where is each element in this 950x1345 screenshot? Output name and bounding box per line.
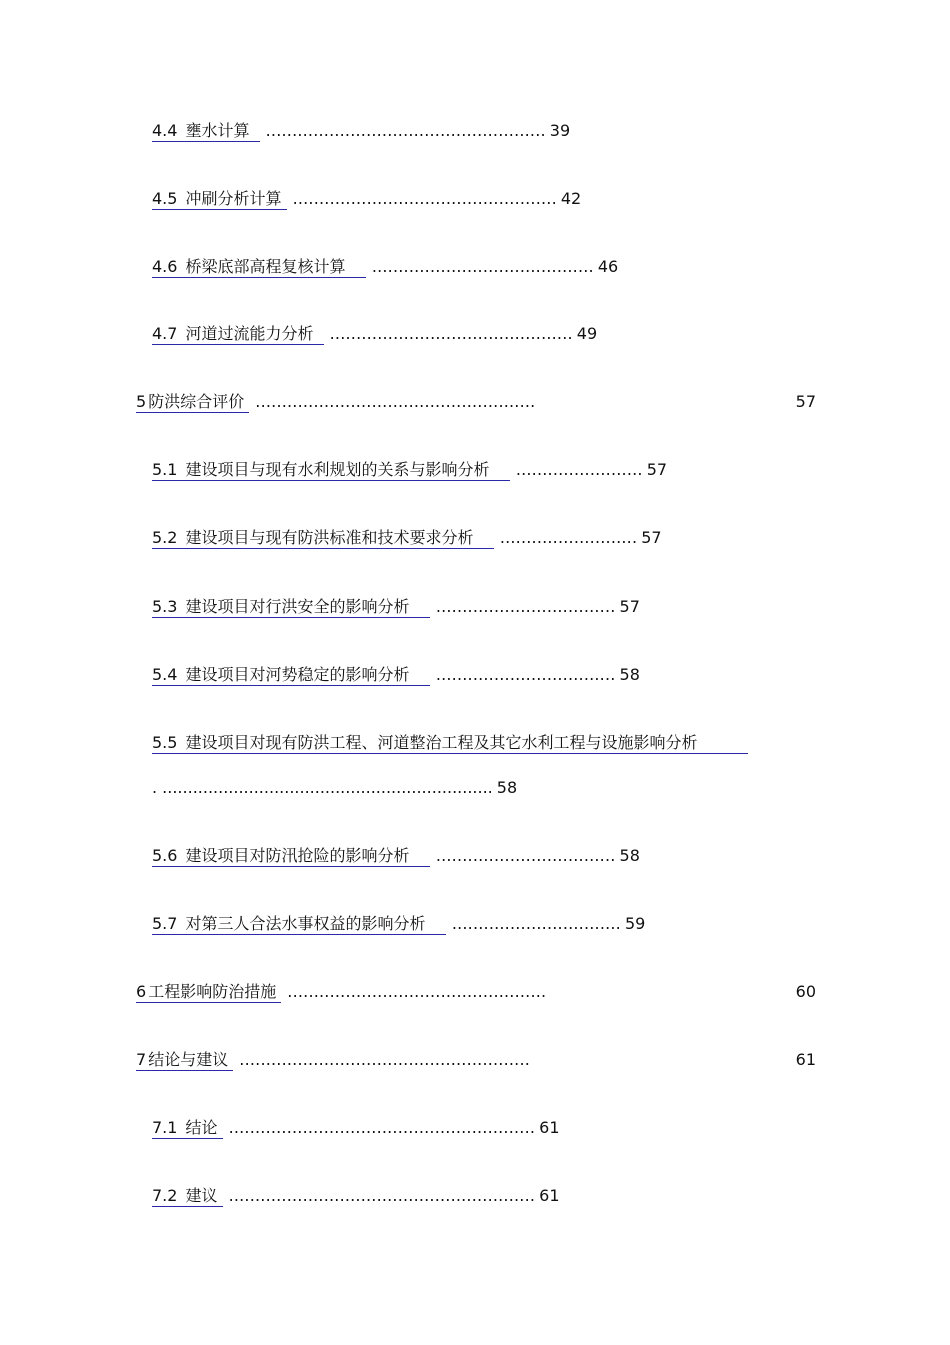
toc-title: 河道过流能力分析	[185, 324, 314, 343]
toc-title: 工程影响防治措施	[148, 982, 277, 1001]
toc-entry-5-4	[152, 665, 640, 685]
toc-title: 桥梁底部高程复核计算	[185, 257, 346, 276]
toc-title: 建设项目与现有水利规划的关系与影响分析	[185, 460, 490, 479]
toc-page-number: 61	[795, 1050, 816, 1069]
toc-title: 建设项目对现有防洪工程、河道整治工程及其它水利工程与设施影响分析	[185, 733, 698, 752]
toc-leader-dots: . .................................................................	[152, 778, 493, 797]
toc-number: 7.1	[152, 1118, 178, 1137]
toc-leader-dots: .....................................................	[255, 392, 536, 411]
toc-page-number: 57	[641, 528, 662, 547]
toc-link-5-3[interactable]	[152, 598, 430, 618]
toc-leader-dots: .................................................	[287, 982, 547, 1001]
toc-title: 防洪综合评价	[148, 392, 245, 411]
toc-page-number: 46	[597, 257, 619, 276]
toc-number: 5.3	[152, 597, 178, 616]
toc-page-number: 57	[646, 460, 668, 479]
toc-entry-4-7	[152, 324, 597, 344]
toc-leader-dots: ..................................	[435, 597, 616, 616]
toc-title: 结论与建议	[148, 1050, 229, 1069]
toc-entry-5-1	[152, 460, 667, 480]
toc-page-number: 60	[795, 982, 816, 1001]
toc-page-number: 42	[560, 189, 582, 208]
toc-number: 5	[136, 392, 147, 411]
toc-leader-dots: ..........................................................	[228, 1118, 536, 1137]
toc-number: 5.6	[152, 846, 178, 865]
toc-title: 建设项目与现有防洪标准和技术要求分析	[185, 528, 474, 547]
toc-entry-4-6	[152, 257, 618, 277]
toc-link-6[interactable]	[136, 983, 281, 1003]
toc-entry-5-2	[152, 528, 662, 548]
toc-leader-dots: ..............................................	[329, 324, 573, 343]
toc-entry-5-6	[152, 846, 640, 866]
toc-page-number: 58	[619, 665, 640, 684]
toc-entry-7-1	[152, 1118, 560, 1138]
toc-page-number: 61	[539, 1118, 560, 1137]
toc-link-7[interactable]	[136, 1051, 233, 1071]
toc-entry-5-3	[152, 597, 640, 617]
toc-number: 4.6	[152, 257, 178, 276]
toc-number: 5.5	[152, 733, 178, 752]
toc-page-number: 57	[619, 597, 640, 616]
toc-link-7-2[interactable]	[152, 1187, 223, 1207]
toc-leader-dots: ..........................................................	[228, 1186, 536, 1205]
toc-leader-dots: ..................................	[435, 665, 616, 684]
toc-title: 结论	[185, 1118, 218, 1137]
toc-link-4-5[interactable]	[152, 190, 287, 210]
toc-link-5-5[interactable]	[152, 734, 748, 754]
toc-page-number: 61	[539, 1186, 560, 1205]
toc-entry-5-5	[152, 733, 748, 753]
toc-link-5-2[interactable]	[152, 529, 494, 549]
toc-title: 壅水计算	[185, 121, 250, 140]
toc-link-4-7[interactable]	[152, 325, 324, 345]
toc-number: 7.2	[152, 1186, 178, 1205]
toc-number: 5.4	[152, 665, 178, 684]
toc-entry-6	[136, 982, 816, 1002]
toc-entry-5-5-continuation	[152, 778, 517, 798]
toc-title: 对第三人合法水事权益的影响分析	[185, 914, 426, 933]
toc-entry-7-2	[152, 1186, 560, 1206]
toc-leader-dots: ..................................	[435, 846, 616, 865]
toc-link-5-4[interactable]	[152, 666, 430, 686]
toc-number: 4.7	[152, 324, 178, 343]
toc-number: 5.7	[152, 914, 178, 933]
toc-entry-5	[136, 392, 816, 412]
toc-page-number: 58	[619, 846, 640, 865]
toc-number: 4.4	[152, 121, 178, 140]
toc-leader-dots: .......................................................	[239, 1050, 531, 1069]
toc-title: 冲刷分析计算	[185, 189, 282, 208]
toc-link-7-1[interactable]	[152, 1119, 223, 1139]
toc-leader-dots: ..........................................	[371, 257, 594, 276]
toc-leader-dots: ........................	[515, 460, 643, 479]
toc-page-number: 58	[496, 778, 518, 797]
toc-entry-4-4	[152, 121, 570, 141]
toc-number: 7	[136, 1050, 147, 1069]
toc-number: 4.5	[152, 189, 178, 208]
toc-title: 建设项目对防汛抢险的影响分析	[185, 846, 410, 865]
toc-entry-4-5	[152, 189, 581, 209]
toc-link-5[interactable]	[136, 393, 249, 413]
toc-title: 建设项目对行洪安全的影响分析	[185, 597, 410, 616]
toc-number: 6	[136, 982, 147, 1001]
toc-page-number: 59	[624, 914, 646, 933]
toc-page-number: 39	[549, 121, 571, 140]
toc-link-5-1[interactable]	[152, 461, 510, 481]
toc-leader-dots: ................................	[451, 914, 621, 933]
toc-title: 建设项目对河势稳定的影响分析	[185, 665, 410, 684]
toc-leader-dots: ..................................................	[292, 189, 557, 208]
toc-page-number: 57	[795, 392, 816, 411]
toc-title: 建议	[185, 1186, 218, 1205]
toc-link-5-7[interactable]	[152, 915, 446, 935]
toc-entry-5-7	[152, 914, 645, 934]
toc-number: 5.2	[152, 528, 178, 547]
toc-link-4-6[interactable]	[152, 258, 366, 278]
toc-link-4-4[interactable]	[152, 122, 260, 142]
toc-leader-dots: ..........................	[499, 528, 638, 547]
toc-entry-7	[136, 1050, 816, 1070]
toc-number: 5.1	[152, 460, 178, 479]
toc-link-5-6[interactable]	[152, 847, 430, 867]
toc-page-number: 49	[576, 324, 598, 343]
toc-leader-dots: .....................................................	[265, 121, 546, 140]
